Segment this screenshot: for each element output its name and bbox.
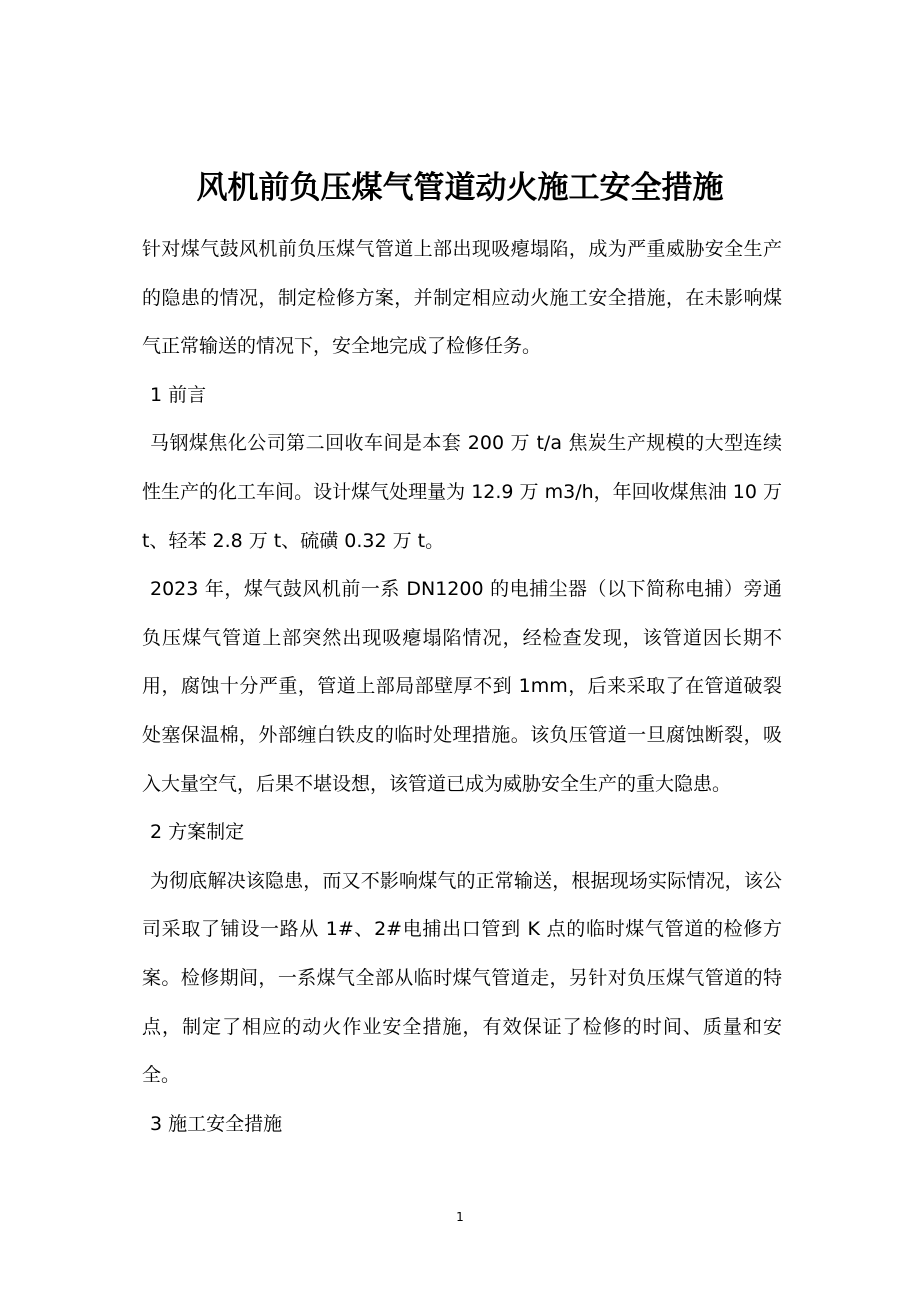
document-title: 风机前负压煤气管道动火施工安全措施: [196, 169, 724, 206]
page-number: 1: [456, 1210, 464, 1224]
intro-paragraph: 针对煤气鼓风机前负压煤气管道上部出现吸瘪塌陷，成为严重威胁安全生产的隐患的情况，制定检修方案，并制定相应动火施工安全措施，在未影响煤气正常输送的情况下，安全地完成了检修任务。: [142, 238, 782, 358]
section-heading-safety: 3 施工安全措施: [150, 1112, 283, 1135]
document-body: [142, 225, 782, 1148]
incident-paragraph: 2023 年，煤气鼓风机前一系 DN1200 的电捕尘器（以下简称电捕）旁通负压煤气管道上部突然出现吸瘪塌陷情况，经检查发现，该管道因长期不用，腐蚀十分严重，管道上部局部壁厚不到 1mm，后来采取了在管道破裂处塞保温棉，外部缠白铁皮的临时处理措施。该负压管道一旦腐蚀断裂，吸入大量空气，后果不堪设想，该管道已成为威胁安全生产的重大隐患。: [142, 578, 782, 795]
preface-paragraph: 马钢煤焦化公司第二回收车间是本套 200 万 t/a 焦炭生产规模的大型连续性生产的化工车间。设计煤气处理量为 12.9 万 m3/h，年回收煤焦油 10 万 t、轻苯 2.8 万 t、硫磺 0.32 万 t。: [142, 432, 782, 552]
plan-paragraph: 为彻底解决该隐患，而又不影响煤气的正常输送，根据现场实际情况，该公司采取了铺设一路从 1#、2#电捕出口管到 K 点的临时煤气管道的检修方案。检修期间，一系煤气全部从临时煤气管道走，另针对负压煤气管道的特点，制定了相应的动火作业安全措施，有效保证了检修的时间、质量和安全。: [142, 869, 782, 1087]
section-heading-preface: 1 前言: [150, 383, 207, 406]
section-heading-plan: 2 方案制定: [150, 821, 245, 844]
